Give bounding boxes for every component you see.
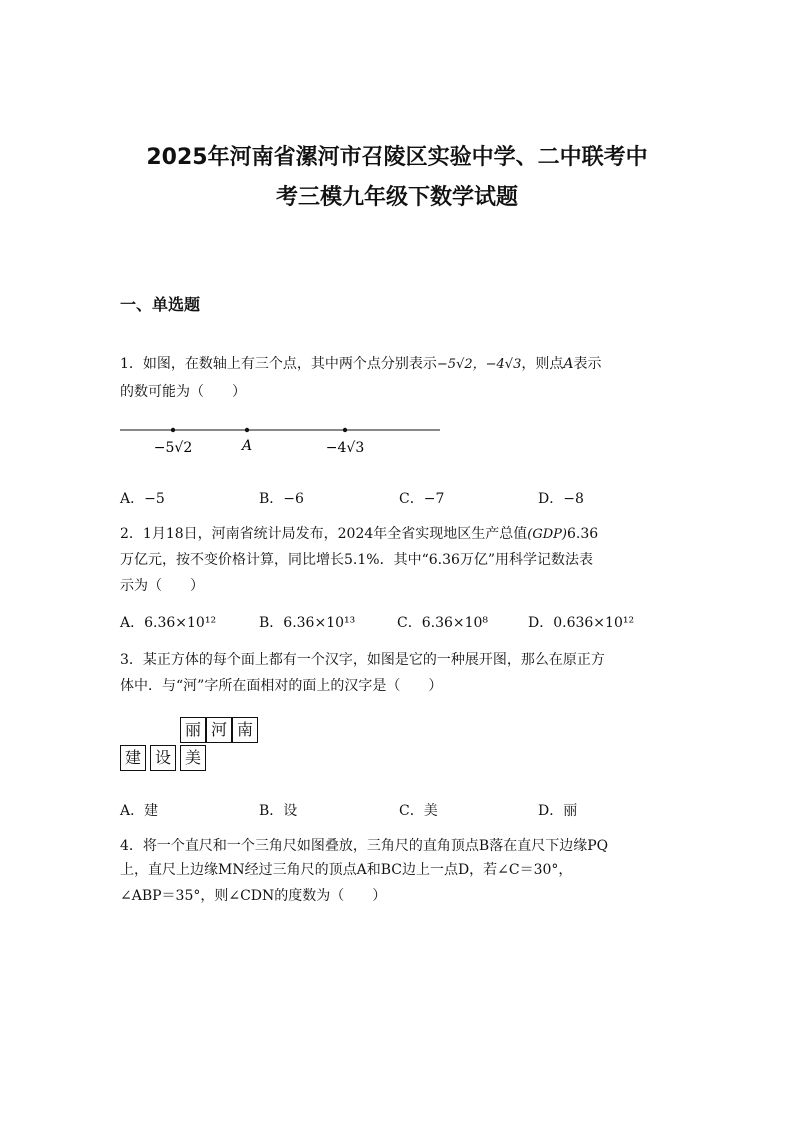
number-line-point-a [245,428,249,432]
q2-line-2: 万亿元，按不变价格计算，同比增长5.1%．其中“6.36万亿”用科学记数法表 [120,552,594,568]
q1-text-c: 表示 [573,356,602,372]
q2-gdp: (GDP) [527,527,567,542]
page-title-line-1: 2025年河南省漯河市召陵区实验中学、二中联考中 [146,145,648,170]
q1-expression: −5√2，−4√3 [436,357,522,372]
q2-text-b: 6.36 [566,526,599,542]
number-line-point-1 [171,428,175,432]
q2-text-a: 2．1月18日，河南省统计局发布，2024年全省实现地区生产总值 [120,526,528,542]
q1-option-c[interactable]: C．−7 [399,491,445,507]
q2-line-1 [120,524,598,545]
q1-text-b: ，则点 [521,356,564,372]
q1-line-1 [120,354,601,375]
q2-option-a[interactable]: A．6.36×10¹² [120,615,217,631]
q1-option-b[interactable]: B．−6 [259,491,304,507]
q1-line-2: 的数可能为（ ） [120,384,246,400]
q4-line-1: 4．将一个直尺和一个三角尺如图叠放，三角尺的直角顶点B落在直尺下边缘PQ [120,838,609,854]
q2-option-d[interactable]: D．0.636×10¹² [528,615,635,631]
q4-line-3: ∠ABP＝35°，则∠CDN的度数为（ ） [120,888,387,904]
net-cell-bottom-3: 美 [180,745,206,771]
net-cell-bottom-2: 设 [150,745,176,771]
q2-line-3: 示为（ ） [120,578,204,594]
net-cell-bottom-1: 建 [120,745,146,771]
number-line-label-2: −4√3 [325,440,365,456]
q2-option-c[interactable]: C．6.36×10⁸ [397,615,489,631]
q2-option-b[interactable]: B．6.36×10¹³ [259,615,356,631]
number-line-point-2 [343,428,347,432]
q1-option-a[interactable]: A．−5 [120,491,165,507]
q3-line-2: 体中．与“河”字所在面相对的面上的汉字是（ ） [120,678,443,694]
q3-option-a[interactable]: A．建 [120,803,159,819]
q4-line-2: 上，直尺上边缘MN经过三角尺的顶点A和BC边上一点D，若∠C＝30°， [120,862,573,878]
q1-point-a: A [563,356,574,372]
q3-option-b[interactable]: B．设 [259,803,298,819]
page-title-line-2: 考三模九年级下数学试题 [275,185,518,210]
q3-option-c[interactable]: C．美 [399,803,438,819]
net-cell-top-2: 河 [206,717,232,743]
q1-option-d[interactable]: D．−8 [538,491,584,507]
number-line-figure [118,412,448,462]
net-cell-top-1: 丽 [180,717,206,743]
number-line-label-1: −5√2 [153,440,193,456]
net-cell-top-3: 南 [232,717,258,743]
section-heading: 一、单选题 [120,295,201,314]
q1-text-a: 1．如图，在数轴上有三个点，其中两个点分别表示 [120,356,437,372]
q3-option-d[interactable]: D．丽 [538,803,578,819]
q3-line-1: 3．某正方体的每个面上都有一个汉字，如图是它的一种展开图，那么在原正方 [120,652,605,668]
number-line-label-a: A [241,438,253,454]
